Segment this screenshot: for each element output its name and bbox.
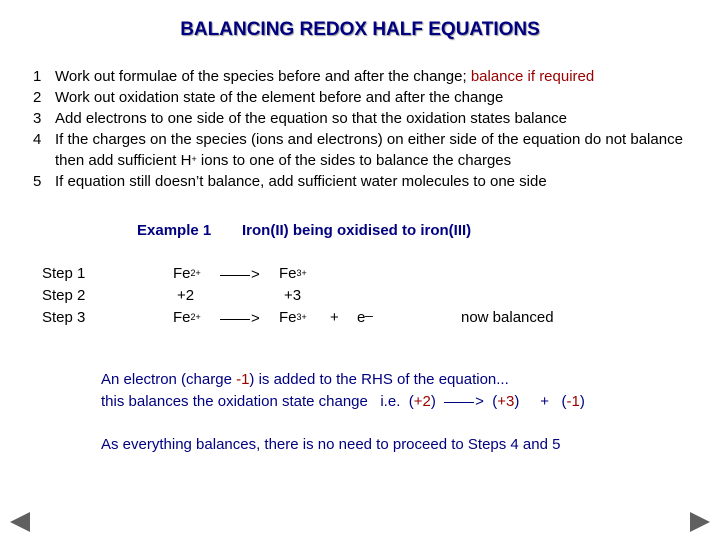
list-item-text: If the charges on the species (ions and electrons) on either side of the equation do not balance then add sufficient H+ ions to one of the sides to balance the charges	[55, 131, 683, 169]
list-item	[33, 87, 693, 108]
conclusion-text: As everything balances, there is no need to proceed to Steps 4 and 5	[101, 436, 561, 453]
triangle-left-icon[interactable]	[10, 512, 30, 532]
reaction-arrow: >	[220, 310, 260, 327]
list-item-number: 4	[33, 131, 42, 148]
oxidation-state-after: +3	[284, 287, 302, 304]
example-label: Example 1	[137, 222, 212, 239]
list-item	[33, 66, 693, 87]
list-item-number: 1	[33, 68, 42, 85]
list-item-text: Work out oxidation state of the element before and after the change	[55, 89, 504, 106]
arrow-line	[444, 402, 474, 403]
step-label: Step 2	[42, 287, 86, 304]
species-after: $Fe^{3+}$	[279, 265, 307, 282]
page-title: BALANCING REDOX HALF EQUATIONS	[180, 19, 540, 40]
reaction-arrow: >	[220, 266, 260, 283]
list-item	[33, 171, 693, 192]
species-before: $Fe^{2+}$	[173, 309, 201, 326]
plus-sign: +	[330, 309, 339, 326]
steps-list	[33, 66, 693, 192]
species-before: $Fe^{2+}$	[173, 265, 201, 282]
explanation-line: An electron (charge -1) is added to the RHS of the equation...	[101, 371, 509, 388]
triangle-right-icon[interactable]	[690, 512, 710, 532]
list-item	[33, 108, 693, 129]
electron-symbol: e _	[357, 301, 373, 326]
explanation-line: this balances the oxidation state change i.e. (+2) > (+3) + (-1)	[101, 393, 585, 410]
list-item-text: Add electrons to one side of the equation so that the oxidation states balance	[55, 110, 568, 127]
species-after: $Fe^{3+}$	[279, 309, 307, 326]
step-label: Step 1	[42, 265, 86, 282]
list-item-number: 2	[33, 89, 42, 106]
list-item	[33, 129, 693, 171]
example-description: Iron(II) being oxidised to iron(III)	[242, 222, 472, 239]
list-item-number: 3	[33, 110, 42, 127]
list-item-text: Work out formulae of the species before and after the change; balance if required	[55, 68, 595, 85]
highlight-text: balance if required	[470, 68, 595, 85]
balanced-note: now balanced	[461, 309, 554, 326]
list-item-number: 5	[33, 173, 42, 190]
list-item-text: If equation still doesn’t balance, add sufficient water molecules to one side	[55, 173, 547, 190]
step-label: Step 3	[42, 309, 86, 326]
oxidation-state-before: +2	[177, 287, 195, 304]
